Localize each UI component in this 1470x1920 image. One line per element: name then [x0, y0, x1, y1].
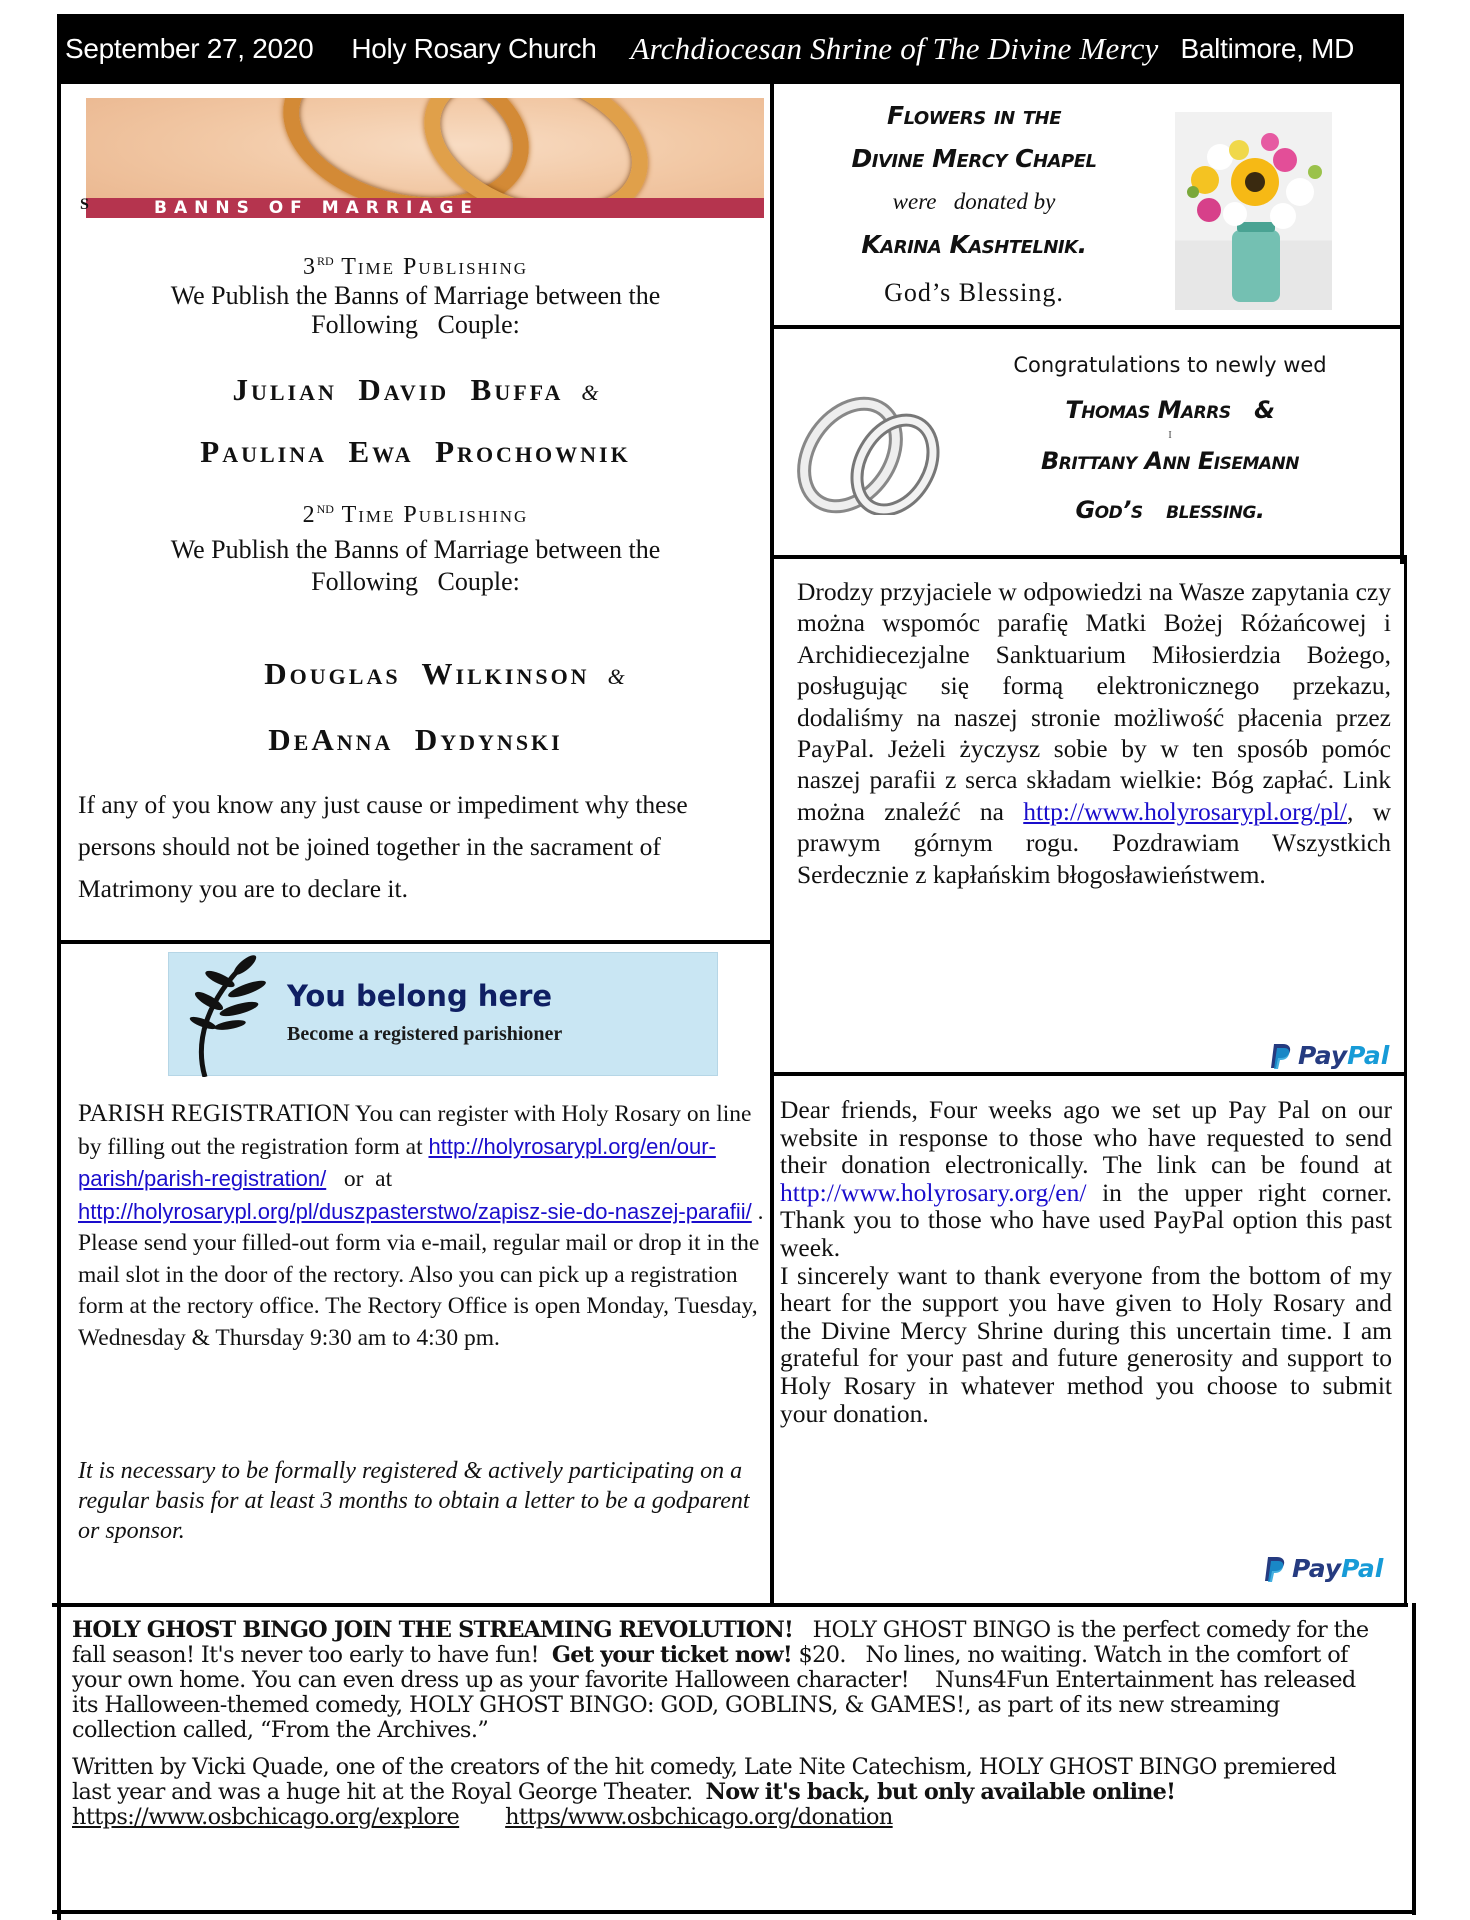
- flowers-bottom-border: [774, 325, 1401, 329]
- flower-bouquet-icon: [1175, 112, 1332, 310]
- ticket-callout: Get your ticket now!: [551, 1642, 792, 1668]
- congrats-line: Congratulations to newly wed: [1013, 353, 1327, 377]
- ordinal-suffix: ND: [316, 502, 334, 516]
- wedding-rings-icon: [795, 387, 953, 515]
- registration-link-en[interactable]: http://holyrosarypl.org/en/our-parish/parish-registration/: [78, 1133, 716, 1191]
- registration-text: You can register with Holy Rosary on line by filling out the registration form at: [78, 1101, 752, 1160]
- bride-name: Brittany Ann Eisemann: [1040, 447, 1299, 475]
- polish-paypal-link[interactable]: http://www.holyrosarypl.org/pl/: [1023, 796, 1347, 826]
- flower-donor: Karina Kashtelnik.: [861, 230, 1087, 259]
- groom-name: Thomas Marrs &: [1065, 396, 1275, 424]
- ordinal-suffix: RD: [316, 254, 334, 268]
- banns-banner-label: BANNS OF MARRIAGE: [86, 198, 764, 218]
- registration-link-pl[interactable]: http://holyrosarypl.org/pl/duszpasterstwo/zapisz-sie-do-naszej-parafii/: [78, 1198, 752, 1224]
- parish-registration: [78, 1098, 768, 1354]
- couple-2-bride: [61, 722, 770, 758]
- english-para2: I sincerely want to thank everyone from the bottom of my heart for the support you have given to Holy Rosary and the Divine Mercy Shrine during this uncertain time. I am grateful for your past and future generosity and support to Holy Rosary in whatever method you choose to submit your donation.: [780, 1260, 1392, 1428]
- banns-intro-line: We Publish the Banns of Marriage between the: [170, 281, 661, 310]
- newlyweds-notice: [960, 348, 1380, 530]
- second-publishing-heading: [61, 502, 770, 529]
- frame-right-border-mid: [1404, 555, 1407, 1607]
- ampersand: &: [607, 664, 625, 689]
- polish-text: Drodzy przyjaciele w odpowiedzi na Wasze zapytania czy można wspomóc parafię Matki Bożej Różańcowej i Archidiecezjalne Sanktuarium Miłosierdzia Bożego, posługując się formą elektronicznego przekazu, dodaliśmy na naszej stronie możliwość płacenia przez PayPal. Jeżeli życzysz sobie by w ten sposób pomóc naszej parafii z serca składam wielkie: Bóg zapłać. Link można znaleźć na: [797, 577, 1391, 826]
- bingo-text: Written by Vicki Quade, one of the creators of the hit comedy, Late Nite Catechism, HOLY GHOST BINGO premiered last year and was a huge hit at the Royal George Theater.: [72, 1754, 1343, 1805]
- partner-name: Douglas Wilkinson: [264, 656, 590, 691]
- second-publishing-section: [61, 502, 770, 596]
- bingo-right-border: [1412, 1603, 1416, 1915]
- banns-intro-line2: Following Couple:: [311, 567, 520, 596]
- bingo-text: $20. No lines, no waiting. Watch in the comfort of your own home. You can even dress up as your favorite Halloween character! Nuns4Fun Entertainment has released its Halloween-themed comedy, HOLY GHOST BINGO: GOD, GOBLINS, & GAMES!, as part of its new streaming collection called, “From the Archives.”: [72, 1642, 1363, 1743]
- bulletin-date: September 27, 2020: [65, 33, 314, 64]
- donated-by: were donated by: [892, 189, 1056, 214]
- holy-ghost-bingo: [72, 1617, 1376, 1830]
- third-publishing-section: [61, 254, 770, 339]
- location: Baltimore, MD: [1180, 33, 1354, 64]
- registration-text: . Please send your filled-out form via e-mail, regular mail or drop it in the mail slot in the door of the rectory. Also you can pick up a registration form at the rectory office. The Rectory Office is open Monday, Tuesday, Wednesday & Thursday 9:30 am to 4:30 pm.: [78, 1198, 764, 1351]
- bingo-text: HOLY GHOST BINGO is the perfect comedy for the fall season! It's never too early to have fun!: [72, 1617, 1376, 1668]
- bingo-para2: [72, 1755, 1372, 1830]
- church-name: Holy Rosary Church: [351, 33, 597, 64]
- banns-intro-line2: Following Couple:: [311, 310, 520, 339]
- availability-callout: Now it's back, but only available online!: [705, 1779, 1176, 1805]
- bulletin-header: [57, 14, 1404, 84]
- ampersand: &: [581, 380, 599, 405]
- bingo-donation-link[interactable]: https/www.osbchicago.org/donation: [505, 1804, 893, 1830]
- shrine-name: Archdiocesan Shrine of The Divine Mercy: [630, 31, 1159, 66]
- heading-text: Time Publishing: [341, 502, 529, 528]
- olive-branch-icon: [175, 953, 285, 1077]
- text-cursor-marker: I: [1168, 430, 1172, 441]
- paypal-logo-2[interactable]: [1264, 1554, 1383, 1583]
- polish-bottom-border: [770, 1072, 1404, 1076]
- couple-2-groom: [90, 656, 799, 692]
- bingo-headline: HOLY GHOST BINGO JOIN THE STREAMING REVOLUTION!: [72, 1617, 794, 1643]
- third-publishing-heading: [61, 254, 770, 281]
- ordinal-number: 3: [302, 254, 317, 280]
- english-text: in the upper right corner. Thank you to those who have used PayPal option this past week.: [780, 1177, 1392, 1262]
- bingo-bottom-border: [52, 1910, 1416, 1914]
- godparent-note: It is necessary to be formally registered & actively participating on a regular basis for at least 3 months to obtain a letter to be a godparent or sponsor.: [78, 1458, 750, 1544]
- frame-right-border-top: [1400, 84, 1404, 564]
- banns-intro-line: We Publish the Banns of Marriage between the: [170, 535, 661, 564]
- newlyweds-blessing: God’s blessing.: [1075, 496, 1265, 524]
- registration-heading: PARISH REGISTRATION: [78, 1100, 351, 1127]
- paypal-p-icon: [1270, 1042, 1292, 1070]
- newlyweds-bottom-border: [774, 555, 1404, 559]
- registration-text: or at: [326, 1166, 399, 1192]
- paypal-p-icon: [1264, 1555, 1286, 1583]
- english-paypal-note: [780, 1096, 1392, 1427]
- flowers-line2: Divine Mercy Chapel: [851, 144, 1097, 173]
- you-belong-banner: [168, 952, 718, 1076]
- bingo-para1: [72, 1617, 1376, 1743]
- paypal-logo[interactable]: [1270, 1041, 1389, 1070]
- couple-1-groom: [61, 372, 770, 408]
- belong-title: You belong here: [287, 979, 553, 1013]
- english-para1: [780, 1096, 1392, 1262]
- partner-name: DeAnna Dydynski: [268, 722, 563, 757]
- banns-bottom-border: [57, 940, 774, 944]
- impediment-notice: If any of you know any just cause or impediment why these persons should not be joined together in the sacrament of Matrimony you are to declare it.: [78, 790, 688, 903]
- polish-paypal-note: [797, 576, 1391, 890]
- partner-name: Julian David Buffa: [232, 372, 564, 407]
- ordinal-number: 2: [302, 502, 317, 528]
- flowers-line1: Flowers in the: [887, 101, 1061, 130]
- partner-name: Paulina Ewa Prochownik: [200, 434, 631, 469]
- paypal-wordmark: PayPal: [1298, 1041, 1390, 1070]
- frame-left-border: [57, 84, 61, 1920]
- couple-1-bride: [61, 434, 770, 470]
- bingo-top-border: [52, 1603, 1408, 1607]
- banns-stray-letter: S: [80, 196, 89, 213]
- polish-text-end: , w prawym górnym rogu. Pozdrawiam Wszystkich Serdecznie z kapłańskim błogosławieństwem.: [797, 796, 1392, 889]
- heading-text: Time Publishing: [341, 254, 529, 280]
- bingo-explore-link[interactable]: https://www.osbchicago.org/explore: [72, 1804, 460, 1830]
- flowers-notice: [774, 94, 1174, 320]
- paypal-wordmark: PayPal: [1292, 1554, 1384, 1583]
- english-text: Dear friends, Four weeks ago we set up Pay Pal on our website in response to those who have requested to send their donation electronically. The link can be found at: [780, 1095, 1392, 1180]
- flowers-blessing: God’s Blessing.: [884, 278, 1064, 307]
- english-paypal-link[interactable]: http://www.holyrosary.org/en/: [780, 1177, 1087, 1207]
- belong-subtitle: Become a registered parishioner: [287, 1023, 563, 1045]
